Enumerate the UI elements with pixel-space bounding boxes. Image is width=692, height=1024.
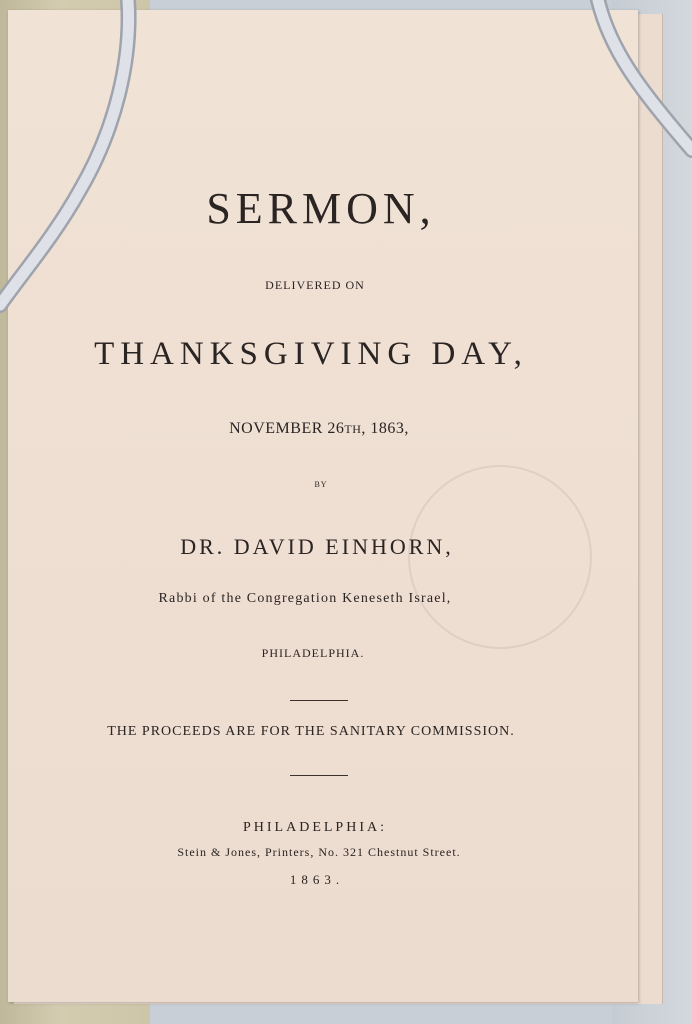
title-page <box>8 10 638 1002</box>
sermon-date <box>4 420 634 438</box>
imprint-printers: Stein & Jones, Printers, No. 321 Chestnut Street. <box>177 845 461 859</box>
occasion: THANKSGIVING DAY, <box>94 336 528 372</box>
divider-top <box>290 700 348 701</box>
date-suffix: TH <box>344 422 362 436</box>
date-year: , 1863, <box>361 420 409 437</box>
imprint-city: PHILADELPHIA: <box>243 820 387 835</box>
author-city: PHILADELPHIA. <box>261 646 365 660</box>
author-name: DR. DAVID EINHORN, <box>180 534 454 559</box>
by-line: BY <box>314 480 328 489</box>
proceeds-note: THE PROCEEDS ARE FOR THE SANITARY COMMISSION. <box>107 724 515 739</box>
delivered-on: DELIVERED ON <box>265 278 365 292</box>
imprint-year: 1863. <box>289 872 345 887</box>
divider-bottom <box>290 775 348 776</box>
date-main: NOVEMBER 26 <box>229 420 345 437</box>
page-title: SERMON, <box>206 184 436 233</box>
author-affiliation: Rabbi of the Congregation Keneseth Israel, <box>158 591 452 606</box>
